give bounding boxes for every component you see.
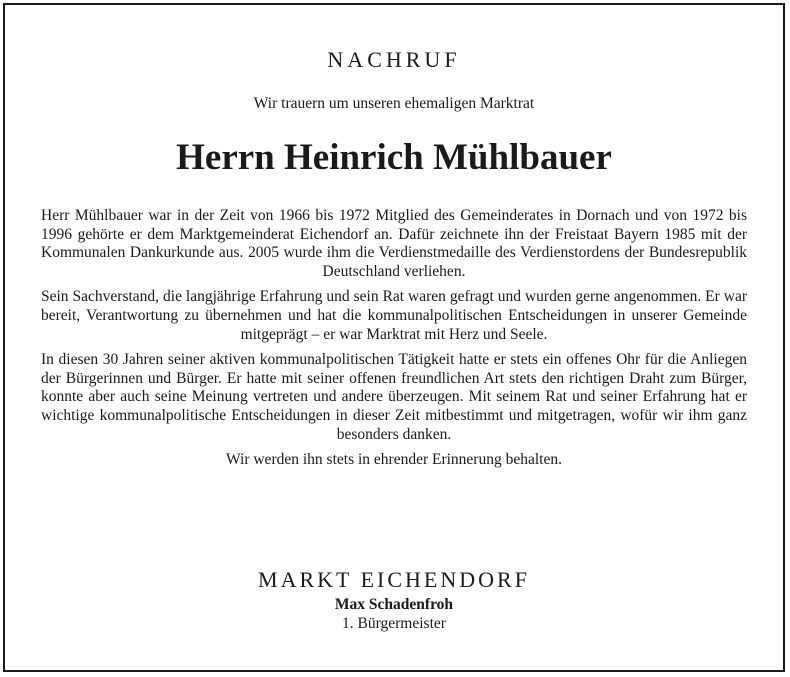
notice-body [41,207,747,470]
signer-name: Max Schadenfroh [334,596,454,613]
deceased-name: Herrn Heinrich Mühlbauer [176,137,612,178]
body-paragraph-3: In diesen 30 Jahren seiner aktiven kommunalpolitischen Tätigkeit hatte er stets ein offenes Ohr für die Anliegen der Bürgerinnen und Bürger. Er hatte mit seiner offenen freundlichen Art stets den richtigen Draht zum Bürger, konnte aber auch seine Meinung vertreten und andere überzeugen. Mit seinem Rat und seiner Erfahrung hat er wichtige kommunalpolitische Entscheidungen in dieser Zeit mitbestimmt und mitgetragen, wofür wir ihm ganz besonders danken. [41,351,747,443]
obituary-notice [3,3,785,672]
body-paragraph-2: Sein Sachverstand, die langjährige Erfahrung und sein Rat waren gefragt und wurden gerne angenommen. Er war bereit, Verantwortung zu übernehmen und hat die kommunalpolitischen Entscheidungen in unserer Gemeinde mitgeprägt – er war Marktrat mit Herz und Seele. [41,288,747,343]
closing-line: Wir werden ihn stets in ehrender Erinnerung behalten. [226,451,562,469]
body-paragraph-1: Herr Mühlbauer war in der Zeit von 1966 bis 1972 Mitglied des Gemeinderates in Dornach und von 1972 bis 1996 gehörte er dem Marktgemeinderat Eichendorf an. Dafür zeichnete ihn der Freistaat Bayern 1985 mit der Kommunalen Dankurkunde aus. 2005 wurde ihm die Verdienstmedaille des Verdienstordens der Bundesrepublik Deutschland verliehen. [41,207,747,280]
signer-role: 1. Bürgermeister [342,615,446,632]
notice-subheading: Wir trauern um unseren ehemaligen Marktrat [253,95,535,112]
organization-name: MARKT EICHENDORF [258,567,530,592]
notice-heading: NACHRUF [327,47,461,72]
